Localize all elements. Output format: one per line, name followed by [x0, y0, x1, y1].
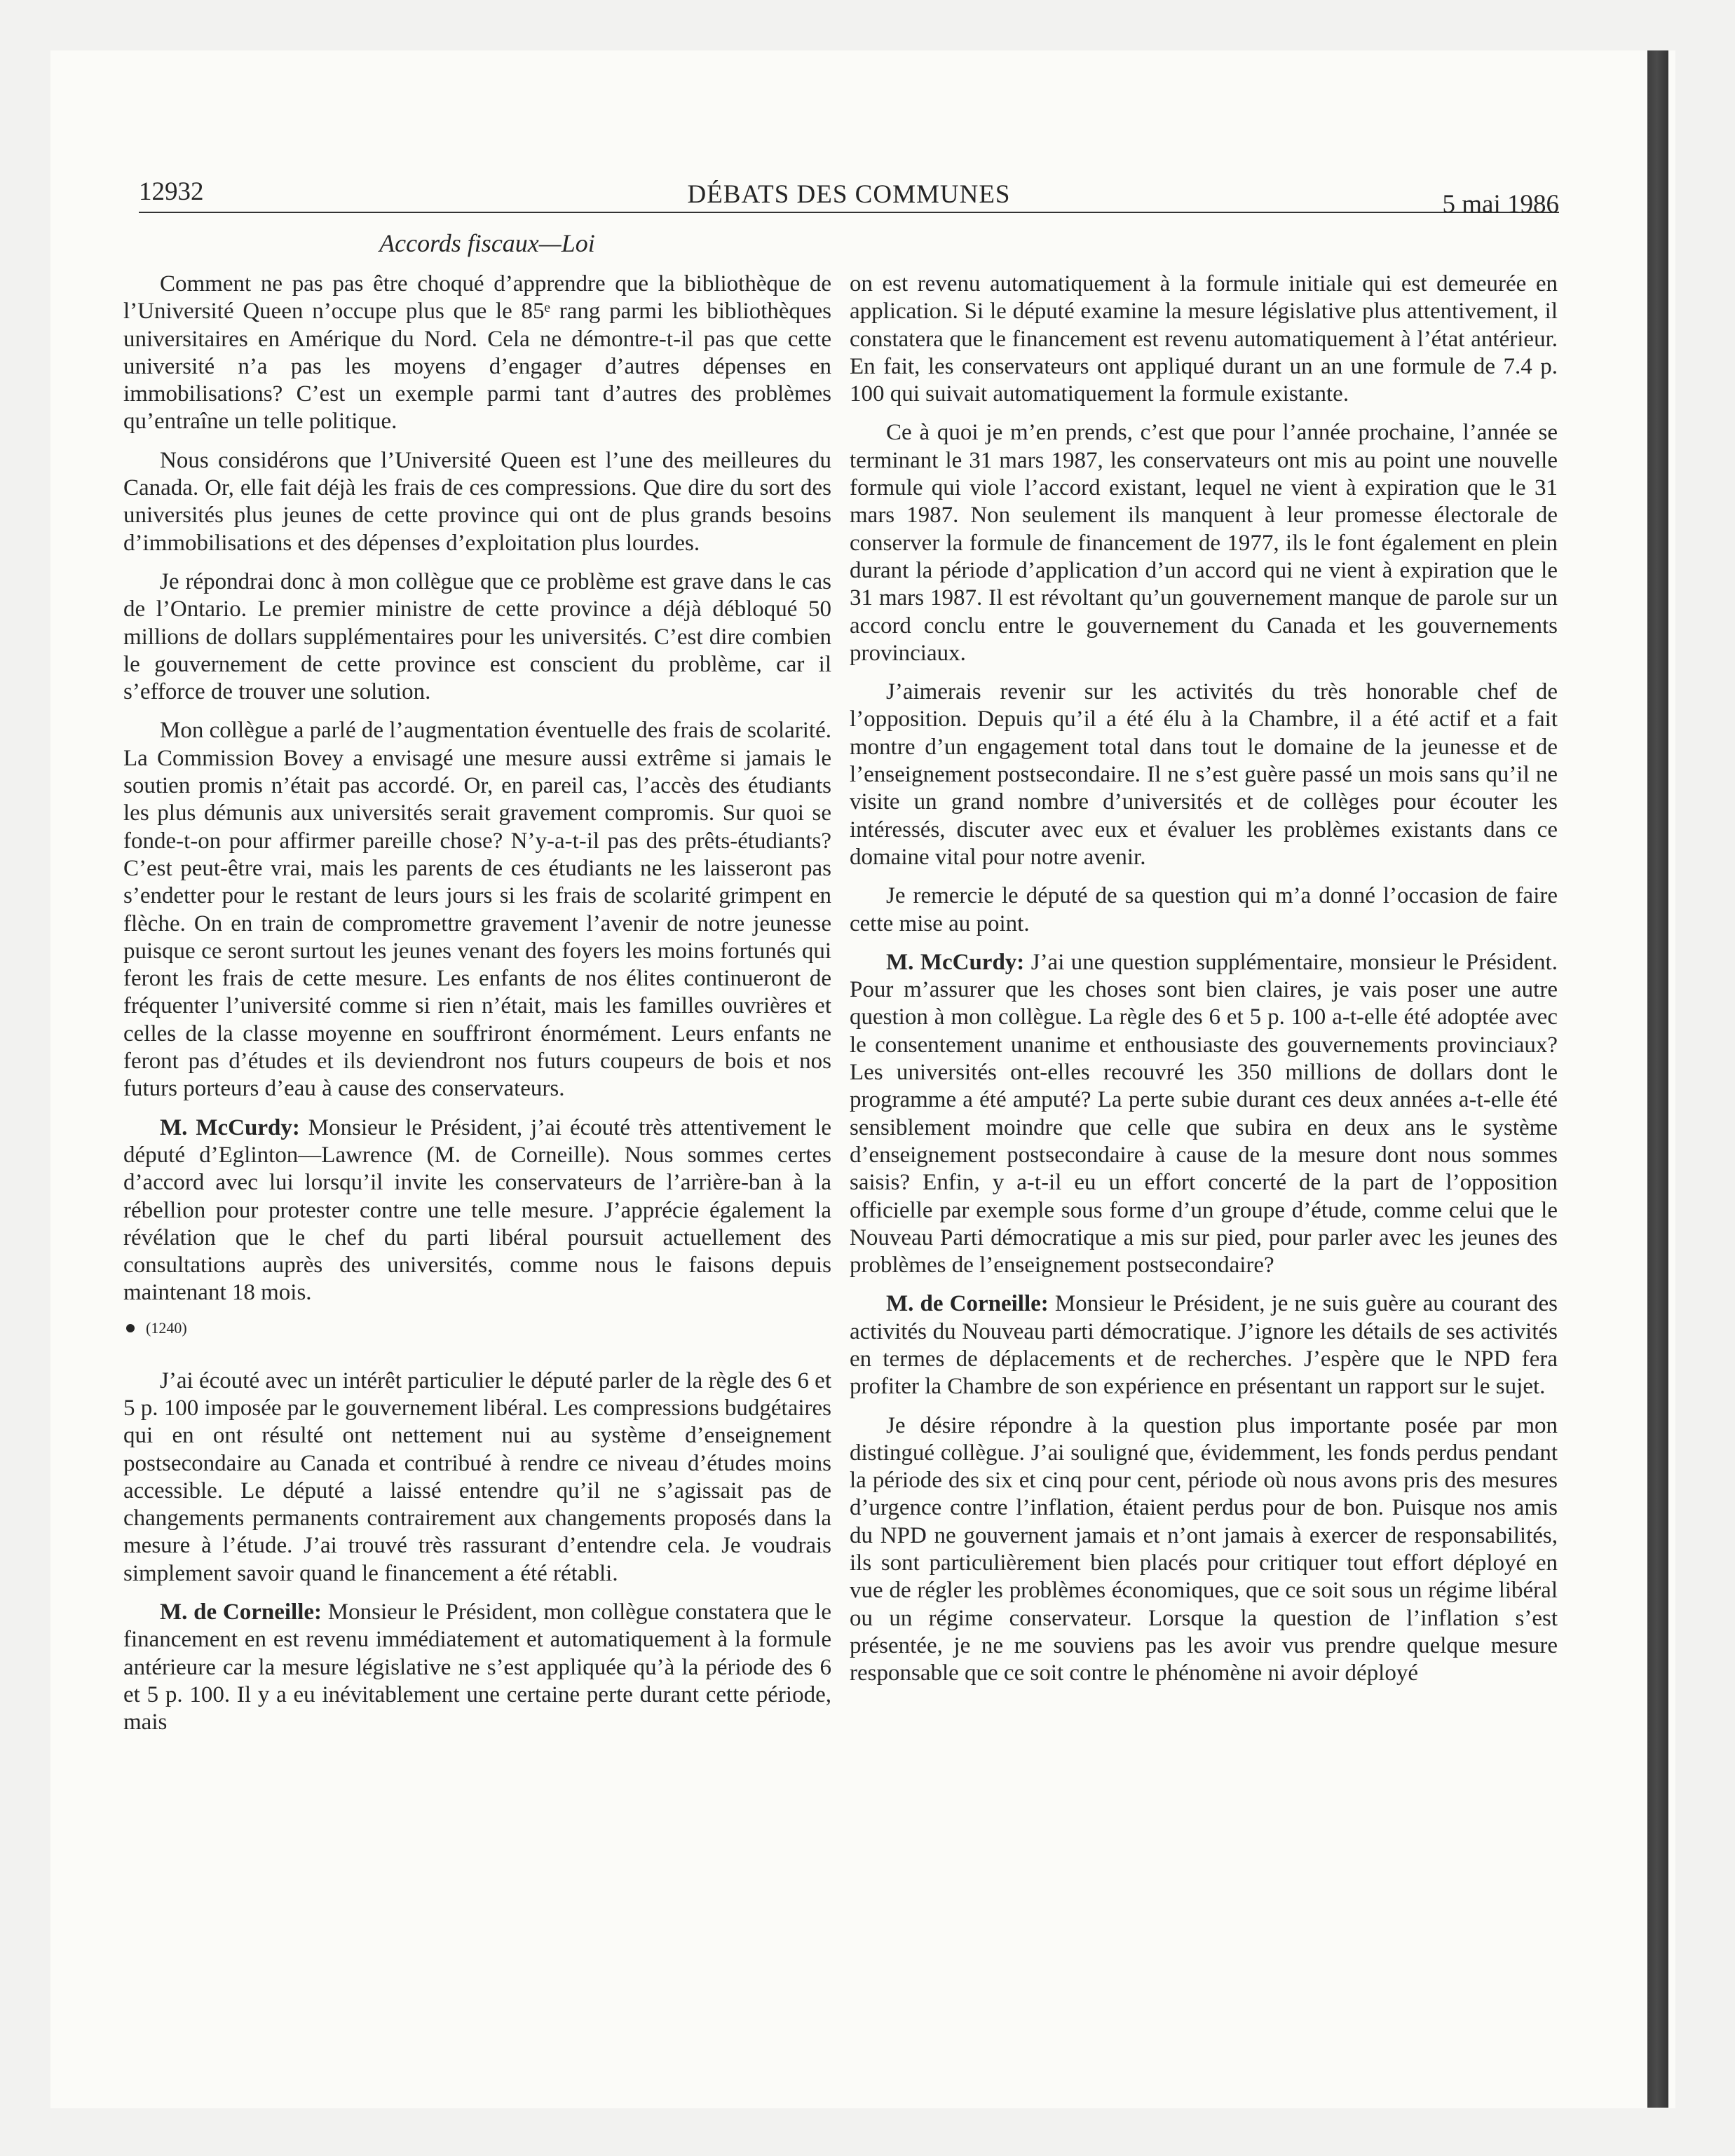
- speaker-name: M. de Corneille:: [160, 1599, 322, 1625]
- paragraph: Je désire répondre à la question plus importante posée par mon distingué collègue. J’ai souligné que, évidemment, les fonds perdus pendant la période des six et cinq pour cent, période où nous avons pris des mesures d’urgence contre l’inflation, étaient perdus pour de bon. Puisque nos amis du NPD ne gouvernent jamais et n’ont jamais à exercer de responsabilités, ils sont particulièrement bien placés pour critiquer tout effort déployé en vue de régler les problèmes économiques, que ce soit sous un régime libéral ou un régime conservateur. Lorsque la question de l’inflation s’est présentée, je ne me souviens pas les avoir vus prendre quelque mesure responsable que ce soit contre le phénomène ni avoir déployé: [850, 1412, 1558, 1686]
- paragraph: Comment ne pas pas être choqué d’apprendre que la bibliothèque de l’Université Queen n’occupe plus que le 85ᵉ rang parmi les bibliothèques universitaires en Amérique du Nord. Cela ne démontre-t-il pas que cette université n’a pas les moyens d’engager d’autres dépenses en immobilisations? C’est un exemple parmi tant d’autres des problèmes qu’entraîne un telle politique.: [123, 271, 831, 435]
- time-marker-text: (1240): [146, 1318, 187, 1337]
- paragraph: J’aimerais revenir sur les activités du très honorable chef de l’opposition. Depuis qu’il a été élu à la Chambre, il a été actif et a fait montre d’un engagement total dans tout le domaine de la jeunesse et de l’enseignement postsecondaire. Il ne s’est guère passé un mois sans qu’il ne visite un grand nombre d’universités et de collèges pour écouter les intéressés, discuter avec eux et évaluer les problèmes existants dans ce domaine vital pour notre avenir.: [850, 679, 1558, 870]
- paragraph: Je remercie le député de sa question qui m’a donné l’occasion de faire cette mise au point.: [850, 883, 1558, 936]
- left-column: [123, 271, 831, 1748]
- speech-text: Monsieur le Président, j’ai écouté très attentivement le député d’Eglinton—Lawrence (M. de Corneille). Nous sommes certes d’accord avec lui lorsqu’il invite les conservateurs de l’arrière-ban à la rébellion pour protester contre une telle mesure. J’apprécie également la révélation que le chef du parti libéral poursuit actuellement des consultations auprès des universités, comme nous le faisons depuis maintenant 18 mois.: [123, 1114, 831, 1306]
- speech-paragraph: [123, 1114, 831, 1307]
- page-number: 12932: [139, 177, 204, 206]
- issue-date: 5 mai 1986: [1442, 190, 1559, 219]
- speech-text: Monsieur le Président, mon collègue constatera que le financement en est revenu immédiatement et automatiquement à la formule antérieure car la mesure législative ne s’est appliquée qu’à la période des 6 et 5 p. 100. Il y a eu inévitablement une certaine perte durant cette période, mais: [123, 1599, 831, 1735]
- speech-paragraph: [850, 949, 1558, 1280]
- running-head: Accords fiscaux—Loi: [379, 229, 595, 257]
- paragraph: J’ai écouté avec un intérêt particulier le député parler de la règle des 6 et 5 p. 100 imposée par le gouvernement libéral. Les compressions budgétaires qui en ont résulté ont nettement nui au système d’enseignement postsecondaire au Canada et contribué à rendre ce niveau d’études moins accessible. Le député a laissé entendre qu’il ne s’agissait pas de changements permanents contrairement aux changements proposés dans la mesure à l’étude. J’ai trouvé très rassurant d’entendre cela. Je voudrais simplement savoir quand le financement a été rétabli.: [123, 1367, 831, 1586]
- speaker-name: M. McCurdy:: [886, 949, 1025, 975]
- paragraph-continued: on est revenu automatiquement à la formule initiale qui est demeurée en application. Si le député examine la mesure législative plus attentivement, il constatera que le financement est revenu automatiquement à l’état antérieur. En fait, les conservateurs ont appliqué durant un an une formule de 7.4 p. 100 qui suivait automatiquement la formule existante.: [850, 271, 1558, 407]
- page-header: [139, 177, 1559, 219]
- journal-title: DÉBATS DES COMMUNES: [687, 180, 1011, 209]
- speech-paragraph: [850, 1290, 1558, 1400]
- speaker-name: M. McCurdy:: [160, 1114, 300, 1140]
- paragraph: Je répondrai donc à mon collègue que ce problème est grave dans le cas de l’Ontario. Le premier ministre de cette province a déjà débloqué 50 millions de dollars supplémentaires pour les universités. C’est dire combien le gouvernement de cette province est conscient du problème, car il s’efforce de trouver une solution.: [123, 568, 831, 705]
- speech-paragraph: [123, 1599, 831, 1736]
- right-column: [850, 271, 1558, 1699]
- time-marker: [126, 1318, 831, 1338]
- speech-text: J’ai une question supplémentaire, monsieur le Président. Pour m’assurer que les choses sont bien claires, je vais poser une autre question à mon collègue. La règle des 6 et 5 p. 100 a-t-elle été adoptée avec le consentement unanime et enthousiaste des gouvernements provinciaux? Les universités ont-elles recouvré les 350 millions de dollars dont le programme a été amputé? La perte subie durant ces deux années a-t-elle été sensiblement moindre que celle que subira en deux ans le système d’enseignement postsecondaire à cause de la mesure dont nous sommes saisis? Enfin, y a-t-il eu un effort concerté de la part de l’opposition officielle par exemple sous forme d’un groupe d’étude, comme celui que le Nouveau Parti démocratique a mis sur pied, pour parler avec les jeunes des problèmes de l’enseignement postsecondaire?: [850, 949, 1558, 1278]
- scan-edge-shadow: [1647, 50, 1668, 2108]
- speaker-name: M. de Corneille:: [886, 1291, 1049, 1317]
- paragraph: Mon collègue a parlé de l’augmentation éventuelle des frais de scolarité. La Commission Bovey a envisagé une mesure aussi extrême si jamais le soutien promis n’était pas accordé. Or, en pareil cas, l’accès des étudiants les plus démunis aux universités serait gravement compromis. Sur quoi se fonde-t-on pour affirmer pareille chose? N’y-a-t-il pas des prêts-étudiants? C’est peut-être vrai, mais les parents de ces étudiants ne les laisseront pas s’endetter pour le restant de leurs jours si les frais de scolarité grimpent en flèche. On en train de compromettre gravement l’avenir de notre jeunesse puisque ce seront surtout les jeunes venant des foyers les moins fortunés qui feront les frais de cette mesure. Les enfants de nos élites continueront de fréquenter l’université comme si rien n’était, mais les familles ouvrières et celles de la classe moyenne en souffriront énormément. Leurs enfants ne feront pas d’études et ils deviendront nos futurs coupeurs de bois et nos futurs porteurs d’eau à cause des conservateurs.: [123, 718, 831, 1102]
- paragraph: Nous considérons que l’Université Queen est l’une des meilleures du Canada. Or, elle fait déjà les frais de ces compressions. Que dire du sort des universités plus jeunes de cette province qui ont de plus grands besoins d’immobilisations et des dépenses d’exploitation plus lourdes.: [123, 447, 831, 556]
- bullet-icon: [126, 1324, 135, 1332]
- speech-text: Monsieur le Président, je ne suis guère au courant des activités du Nouveau parti démocratique. J’ignore les détails de ses activités en termes de déplacements et de recherches. J’espère que le NPD fera profiter la Chambre de son expérience en présentant un rapport sur le sujet.: [850, 1291, 1558, 1400]
- paragraph: Ce à quoi je m’en prends, c’est que pour l’année prochaine, l’année se terminant le 31 mars 1987, les conservateurs ont mis au point une nouvelle formule qui viole l’accord existant, lequel ne vient à expiration que le 31 mars 1987. Non seulement ils manquent à leur promesse électorale de conserver la formule de financement de 1977, ils le font également en plein durant la période d’application d’un accord qui ne vient à expiration que le 31 mars 1987. Il est révoltant qu’un gouvernement manque de parole sur un accord conclu entre le gouvernement du Canada et les gouvernements provinciaux.: [850, 420, 1558, 666]
